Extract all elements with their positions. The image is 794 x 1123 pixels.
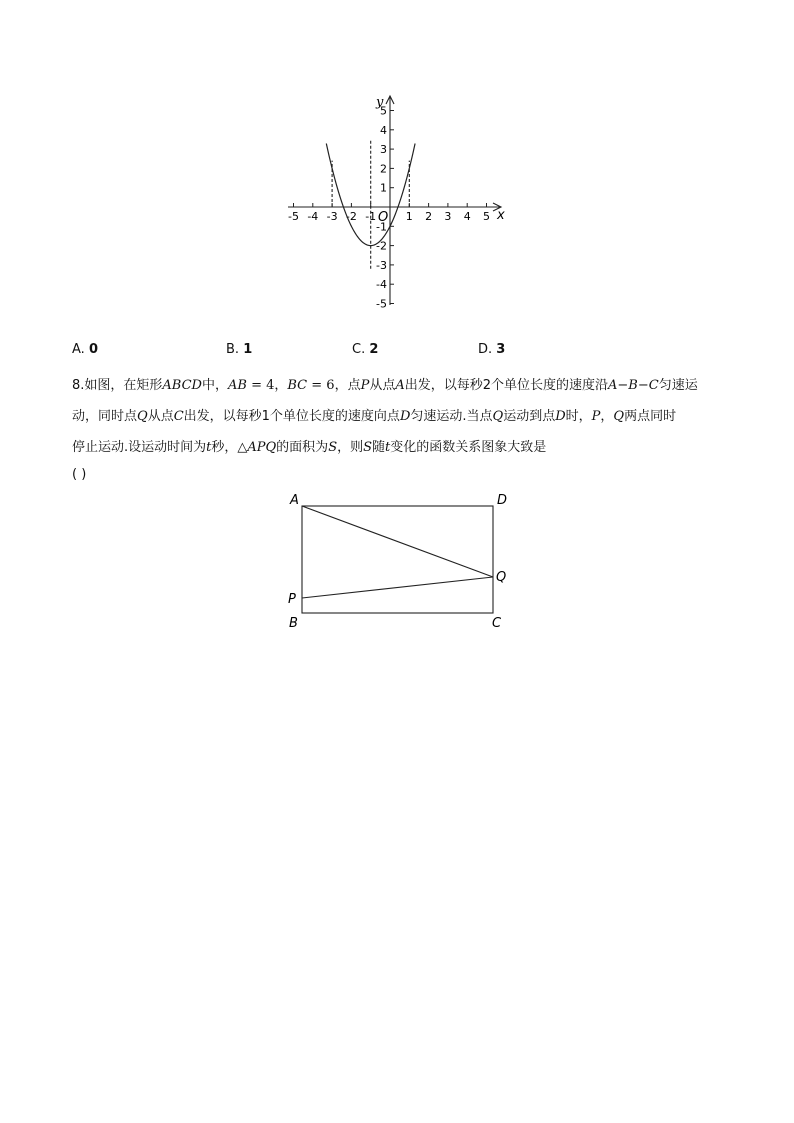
y-axis-label: y	[376, 95, 384, 110]
x-tick-label: -1	[365, 210, 377, 223]
option-value: 2	[369, 342, 379, 357]
x-tick-label: -5	[288, 210, 299, 223]
y-tick-label: -1	[376, 220, 387, 234]
option-b[interactable]	[226, 342, 252, 357]
x-tick-label: -2	[345, 210, 357, 223]
parabola-curve	[326, 144, 415, 246]
x-tick-label: 1	[405, 210, 413, 223]
option-letter: B.	[226, 342, 240, 357]
label-q: Q	[496, 570, 507, 585]
y-tick-label: 2	[380, 162, 387, 176]
segment-aq	[302, 506, 493, 577]
x-tick-label: 3	[444, 210, 452, 223]
label-d: D	[497, 493, 508, 508]
option-value: 0	[88, 342, 98, 357]
x-axis-label: x	[497, 208, 505, 223]
label-p: P	[288, 592, 296, 607]
option-a[interactable]	[72, 342, 98, 357]
x-tick-label: -4	[307, 210, 319, 223]
label-b: B	[289, 616, 298, 631]
option-value: 1	[243, 342, 253, 357]
label-a: A	[290, 493, 299, 508]
option-letter: C.	[352, 342, 366, 357]
y-tick-label: -2	[376, 239, 387, 253]
option-d[interactable]	[478, 342, 505, 357]
y-tick-label: 4	[380, 123, 387, 137]
x-tick-label: -3	[326, 210, 338, 223]
rectangle-abcd	[302, 506, 493, 613]
segment-pq	[302, 577, 493, 598]
rectangle-figure	[0, 480, 794, 640]
origin-label: O	[378, 210, 389, 225]
question-8-line-1: 8.如图，在矩形ABCD中，AB = 4，BC = 6，点P从点A出发，以每秒2个单位长度的速度沿A−B−C匀速运	[72, 378, 698, 393]
option-letter: D.	[478, 342, 493, 357]
label-c: C	[492, 616, 502, 631]
y-tick-label: 5	[380, 104, 387, 118]
y-tick-label: 1	[380, 181, 387, 195]
x-tick-label: 2	[425, 210, 433, 223]
option-c[interactable]	[352, 342, 378, 357]
y-tick-label: -5	[376, 297, 387, 311]
option-letter: A.	[72, 342, 85, 357]
y-tick-label: -4	[376, 278, 387, 292]
parabola-graph	[0, 0, 794, 330]
question-8-line-2: 动，同时点Q从点C出发，以每秒1个单位长度的速度向点D匀速运动.当点Q运动到点D时，P，Q两点同时	[72, 409, 677, 424]
option-value: 3	[496, 342, 506, 357]
question-8-line-3: 停止运动.设运动时间为t秒，△APQ的面积为S，则S随t变化的函数关系图象大致是	[72, 440, 547, 455]
y-tick-label: -3	[376, 258, 387, 272]
y-tick-label: 3	[380, 143, 387, 157]
x-tick-label: 4	[463, 210, 471, 223]
answer-bracket[interactable]: ( )	[72, 467, 87, 482]
axes	[288, 96, 501, 305]
x-tick-label: 5	[483, 210, 490, 223]
